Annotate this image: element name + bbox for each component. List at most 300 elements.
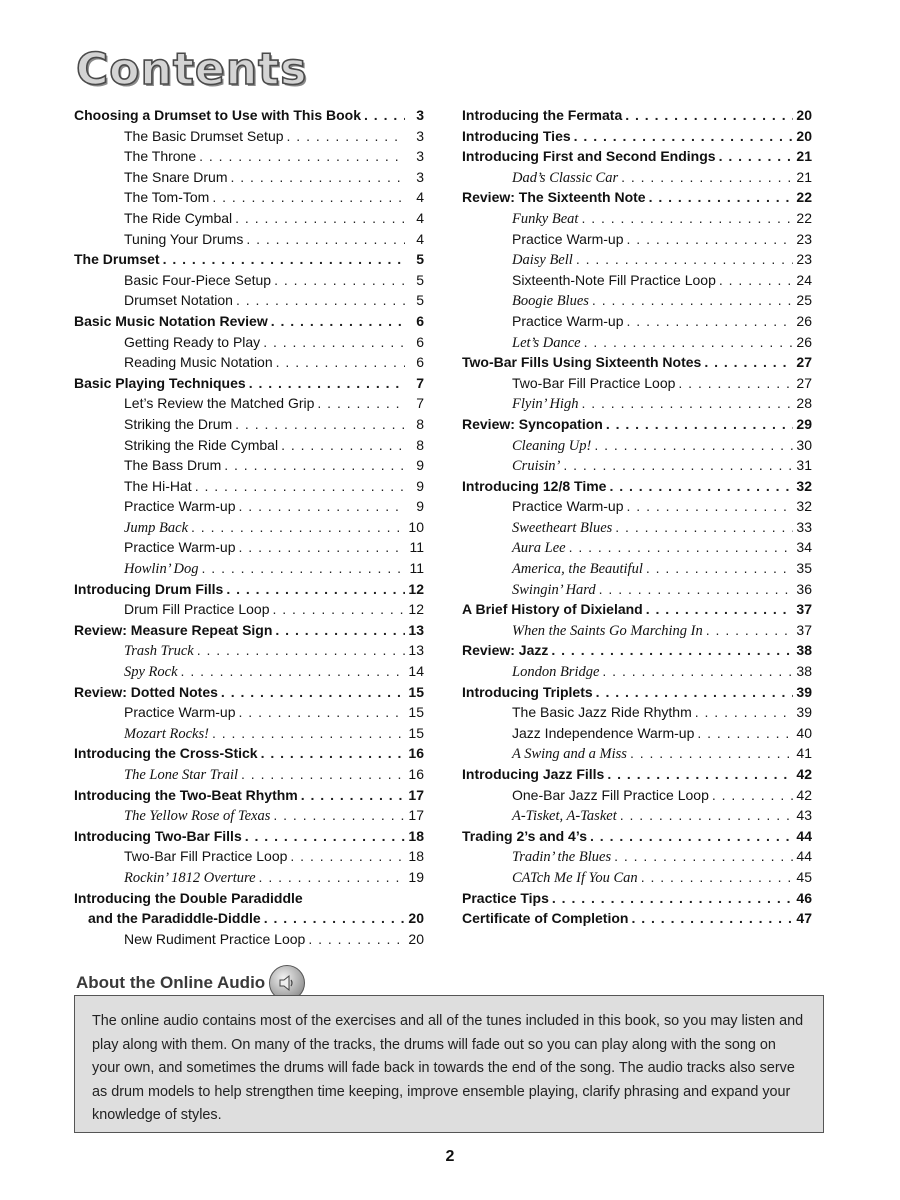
toc-entry-title: London Bridge [512,664,600,681]
toc-page-number: 4 [416,230,424,247]
toc-dot-leader [230,167,405,188]
toc-page-number: 36 [796,580,812,597]
toc-page-number: 41 [796,745,812,762]
toc-page-number: 42 [796,786,812,803]
toc-entry-title: Sweetheart Blues [512,519,613,536]
page-number: 2 [445,1148,455,1165]
toc-dot-leader [581,393,793,414]
toc-page-number: 20 [796,107,812,123]
toc-page-number: 9 [416,477,424,494]
toc-entry-title: Introducing Ties [462,127,571,144]
toc-entry-title: Practice Warm-up [512,312,624,329]
toc-subentry [462,373,812,394]
toc-subentry [74,640,424,661]
toc-dot-leader [364,105,405,126]
toc-subentry [462,393,812,414]
toc-page-number: 15 [408,704,424,721]
toc-dot-leader [630,743,793,764]
toc-page-number: 15 [408,724,424,741]
toc-subentry [74,187,424,208]
toc-entry-title: Introducing Triplets [462,683,593,700]
toc-page-number: 25 [796,292,812,309]
toc-dot-leader [274,270,405,291]
toc-entry-title: Howlin’ Dog [124,561,199,578]
toc-page-number: 10 [408,518,424,535]
toc-dot-leader [627,229,793,250]
toc-dot-leader [308,929,405,950]
toc-section-entry [74,579,424,600]
toc-dot-leader [163,249,405,270]
toc-entry-title: The Tom-Tom [124,189,210,206]
toc-subentry [462,455,812,476]
toc-entry-title: Boogie Blues [512,293,589,310]
toc-entry-title: Practice Warm-up [512,230,624,247]
toc-dot-leader [706,620,793,641]
toc-entry-title: Two-Bar Fill Practice Loop [512,374,676,391]
toc-entry-title: Spy Rock [124,664,178,681]
toc-entry-title: Review: Syncopation [462,415,603,432]
toc-dot-leader [602,661,793,682]
toc-page-number: 14 [408,663,424,680]
toc-entry-title: Let’s Dance [512,334,581,351]
toc-section-entry [462,126,812,147]
toc-entry-title: Choosing a Drumset to Use with This Book [74,107,362,123]
toc-entry-title: Introducing the Fermata [462,107,623,123]
toc-subentry [462,332,812,353]
toc-entry-title: Review: Dotted Notes [74,683,218,700]
toc-entry-title: The Drumset [74,251,160,268]
toc-subentry [462,846,812,867]
toc-dot-leader [281,435,405,456]
toc-entry-title: Review: Measure Repeat Sign [74,621,273,638]
toc-section-entry [74,311,424,332]
toc-page-number: 20 [408,930,424,947]
toc-entry-title: The Basic Jazz Ride Rhythm [512,704,692,721]
toc-entry-title: Trash Truck [124,643,194,660]
toc-section-entry [74,785,424,806]
toc-dot-leader [259,867,405,888]
toc-dot-leader [615,517,793,538]
toc-entry-title: Drum Fill Practice Loop [124,601,270,618]
toc-dot-leader [625,105,793,126]
toc-page-number: 11 [409,560,424,577]
toc-entry-title: Introducing 12/8 Time [462,477,607,494]
toc-dot-leader [301,785,405,806]
toc-subentry [74,702,424,723]
toc-page-number: 13 [408,621,424,638]
toc-entry-title: Cleaning Up! [512,437,592,454]
toc-page-number: 38 [796,642,812,659]
toc-entry-title: Practice Warm-up [124,704,236,721]
toc-section-entry [74,888,424,909]
toc-entry-title: Introducing Two-Bar Fills [74,827,242,844]
toc-entry-title: Tuning Your Drums [124,230,244,247]
toc-page-number: 22 [796,209,812,226]
toc-entry-title: Getting Ready to Play [124,333,261,350]
toc-subentry [74,496,424,517]
toc-section-entry [74,249,424,270]
toc-entry-title: Two-Bar Fill Practice Loop [124,848,288,865]
toc-page-number: 18 [408,848,424,865]
toc-subentry [462,249,812,270]
toc-page-number: 32 [796,498,812,515]
toc-section-entry [462,599,812,620]
toc-page-number: 33 [796,518,812,535]
toc-entry-title: The Basic Drumset Setup [124,127,284,144]
toc-section-entry [74,908,424,929]
toc-page-number: 39 [796,683,812,700]
toc-entry-title: Tradin’ the Blues [512,849,612,866]
toc-dot-leader [594,435,793,456]
toc-entry-title: Striking the Drum [124,415,233,432]
toc-subentry [74,435,424,456]
toc-subentry [462,537,812,558]
toc-subentry [462,867,812,888]
toc-dot-leader [212,723,405,744]
toc-page-number: 40 [796,724,812,741]
toc-entry-title: America, the Beautiful [512,561,643,578]
toc-dot-leader [712,785,793,806]
toc-subentry [74,229,424,250]
toc-subentry [462,311,812,332]
toc-dot-leader [273,805,405,826]
toc-page-number: 3 [416,127,424,144]
toc-page-number: 7 [416,374,424,391]
toc-subentry [462,517,812,538]
toc-entry-title: One-Bar Jazz Fill Practice Loop [512,786,709,803]
toc-dot-leader [678,373,793,394]
toc-page-number: 4 [416,209,424,226]
toc-section-entry [462,414,812,435]
toc-section-entry [74,373,424,394]
toc-dot-leader [599,579,793,600]
toc-section-entry [462,826,812,847]
toc-dot-leader [649,187,793,208]
toc-dot-leader [646,558,793,579]
toc-page-number: 39 [796,704,812,721]
toc-subentry [462,743,812,764]
toc-section-entry [74,105,424,126]
toc-entry-title: Review: The Sixteenth Note [462,189,646,206]
toc-dot-leader [273,599,406,620]
toc-subentry [74,167,424,188]
toc-entry-title: Practice Warm-up [124,498,236,515]
toc-dot-leader [191,517,405,538]
toc-entry-title: Basic Playing Techniques [74,374,246,391]
toc-dot-leader [245,826,405,847]
toc-page-number: 13 [408,642,424,659]
toc-subentry [462,290,812,311]
toc-entry-title: Reading Music Notation [124,354,273,371]
toc-entry-title: Practice Warm-up [124,539,236,556]
toc-dot-leader [241,764,405,785]
toc-subentry [462,435,812,456]
toc-subentry [74,476,424,497]
toc-section-entry [462,105,812,126]
toc-subentry [74,126,424,147]
about-audio-text: The online audio contains most of the exercises and all of the tunes included in this book, so you may listen and play along with them. On many of the tracks, the drums will fade out so you can play along with the song on your own, and sometimes the drums will fade back in towards the end of the song. The audio tracks also serve as drum models to help strengthen time keeping, improve ensemble playing, clarify phrasing and expand your knowledge of styles. [92,1013,804,1123]
toc-dot-leader [263,332,405,353]
toc-subentry [462,805,812,826]
toc-section-entry [74,826,424,847]
toc-page-number: 28 [796,395,812,412]
toc-entry-title: Mozart Rocks! [124,725,209,742]
toc-dot-leader [287,126,405,147]
about-audio-box [74,995,824,1133]
toc-page-number: 43 [796,807,812,824]
toc-page-number: 31 [796,457,812,474]
toc-dot-leader [199,146,405,167]
toc-dot-leader [261,743,405,764]
toc-page-number: 26 [796,333,812,350]
toc-page-number: 3 [416,148,424,165]
toc-page-number: 15 [408,683,424,700]
toc-subentry [74,764,424,785]
toc-page-number: 6 [416,312,424,329]
toc-page-number: 5 [416,251,424,268]
toc-dot-leader [581,208,793,229]
toc-dot-leader [596,682,793,703]
toc-subentry [74,805,424,826]
toc-entry-title: Introducing First and Second Endings [462,148,716,165]
toc-subentry [462,229,812,250]
toc-dot-leader [276,352,405,373]
toc-dot-leader [246,229,405,250]
toc-page-number: 23 [796,230,812,247]
toc-entry-title: Trading 2’s and 4’s [462,827,588,844]
toc-dot-leader [569,537,793,558]
toc-page-number: 47 [796,910,812,927]
toc-subentry [462,723,812,744]
toc-section-entry [74,620,424,641]
toc-entry-title: The Yellow Rose of Texas [124,808,271,825]
toc-dot-leader [551,640,793,661]
toc-subentry [74,723,424,744]
toc-section-entry [74,743,424,764]
toc-dot-leader [271,311,405,332]
toc-page-number: 6 [416,354,424,371]
toc-entry-title: New Rudiment Practice Loop [124,930,306,947]
toc-page-number: 5 [416,271,424,288]
toc-dot-leader [290,846,405,867]
toc-page-number: 46 [796,889,812,906]
toc-dot-leader [606,414,793,435]
toc-entry-title: Basic Four-Piece Setup [124,271,272,288]
toc-subentry [462,579,812,600]
toc-page-number: 16 [408,745,424,762]
toc-page-number: 30 [796,436,812,453]
toc-dot-leader [614,846,793,867]
toc-subentry [462,167,812,188]
toc-section-entry [462,888,812,909]
page-title: Contents [76,44,308,95]
toc-page-number: 45 [796,868,812,885]
toc-section-entry [462,764,812,785]
toc-entry-title: Introducing the Two-Beat Rhythm [74,786,298,803]
toc-dot-leader [236,290,405,311]
toc-dot-leader [317,393,405,414]
toc-entry-title: Introducing the Double Paradiddle [74,889,303,906]
toc-entry-title: Basic Music Notation Review [74,312,268,329]
toc-subentry [462,270,812,291]
toc-page-number: 24 [796,271,812,288]
toc-dot-leader [249,373,405,394]
toc-page-number: 9 [416,457,424,474]
toc-page-number: 5 [416,292,424,309]
toc-entry-title: Jump Back [124,519,189,536]
toc-page-number: 37 [796,621,812,638]
toc-section-entry [462,682,812,703]
toc-page-number: 17 [408,807,424,824]
toc-subentry [462,661,812,682]
toc-page-number: 27 [796,374,812,391]
toc-section-entry [462,640,812,661]
toc-entry-title: Flyin’ High [512,396,579,413]
toc-dot-leader [197,640,405,661]
about-audio-heading: About the Online Audio [76,973,266,992]
toc-page-number: 9 [416,498,424,515]
toc-entry-title: Cruisin’ [512,458,561,475]
toc-entry-title: Striking the Ride Cymbal [124,436,279,453]
toc-entry-title: Certificate of Completion [462,910,629,927]
toc-dot-leader [212,187,405,208]
toc-left-column [74,105,424,949]
toc-subentry [74,352,424,373]
toc-section-entry [462,187,812,208]
toc-page-number: 6 [416,333,424,350]
toc-entry-title: CATch Me If You Can [512,869,638,886]
toc-entry-title: A Brief History of Dixieland [462,601,643,618]
toc-subentry [462,620,812,641]
toc-section-entry [462,908,812,929]
toc-entry-title: Review: Jazz [462,642,549,659]
toc-entry-title: Jazz Independence Warm-up [512,724,695,741]
toc-dot-leader [584,332,793,353]
toc-page-number: 7 [416,395,424,412]
toc-entry-title: Practice Tips [462,889,549,906]
toc-dot-leader [627,496,793,517]
toc-page-number: 11 [409,539,424,556]
toc-dot-leader [552,888,793,909]
toc-entry-title: Rockin’ 1812 Overture [124,869,256,886]
toc-dot-leader [719,146,793,167]
toc-page-number: 12 [408,601,424,618]
toc-page-number: 20 [796,127,812,144]
toc-entry-title: Swingin’ Hard [512,581,596,598]
toc-entry-title: Two-Bar Fills Using Sixteenth Notes [462,354,702,371]
toc-dot-leader [607,764,793,785]
toc-dot-leader [646,599,793,620]
toc-entry-title: Aura Lee [512,540,566,557]
toc-entry-title: and the Paradiddle-Diddle [88,910,261,927]
toc-entry-title: Let’s Review the Matched Grip [124,395,315,412]
toc-subentry [74,146,424,167]
toc-dot-leader [195,476,405,497]
toc-page-number: 23 [796,251,812,268]
toc-entry-title: The Ride Cymbal [124,209,233,226]
toc-entry-title: Daisy Bell [512,252,573,269]
toc-dot-leader [631,908,793,929]
toc-subentry [462,558,812,579]
toc-subentry [74,332,424,353]
toc-page-number: 42 [796,766,812,782]
toc-page-number: 3 [416,107,424,123]
toc-dot-leader [620,805,793,826]
toc-entry-title: Sixteenth-Note Fill Practice Loop [512,271,716,288]
toc-page-number: 20 [408,910,424,927]
toc-page-number: 8 [416,436,424,453]
toc-subentry [74,270,424,291]
toc-dot-leader [719,270,793,291]
toc-subentry [74,517,424,538]
toc-entry-title: Practice Warm-up [512,498,624,515]
toc-page-number: 17 [408,786,424,803]
toc-page-number: 3 [416,168,424,185]
toc-subentry [462,785,812,806]
toc-subentry [74,846,424,867]
toc-dot-leader [697,723,793,744]
toc-page-number: 21 [796,168,812,185]
toc-dot-leader [224,455,405,476]
toc-page-number: 19 [408,868,424,885]
toc-dot-leader [264,908,405,929]
toc-subentry [74,661,424,682]
toc-dot-leader [621,167,793,188]
toc-subentry [74,455,424,476]
toc-page-number: 16 [408,766,424,782]
toc-entry-title: Dad’s Classic Car [512,169,619,186]
toc-dot-leader [627,311,793,332]
toc-subentry [74,208,424,229]
toc-dot-leader [704,352,793,373]
toc-page-number: 26 [796,312,812,329]
toc-subentry [74,414,424,435]
toc-entry-title: The Lone Star Trail [124,767,239,783]
toc-dot-leader [695,702,793,723]
toc-dot-leader [576,249,793,270]
toc-subentry [74,537,424,558]
toc-page-number: 22 [796,189,812,206]
toc-dot-leader [239,702,405,723]
toc-dot-leader [181,661,405,682]
toc-entry-title: A Swing and a Miss [512,746,627,763]
toc-subentry [74,867,424,888]
toc-dot-leader [574,126,793,147]
toc-section-entry [462,476,812,497]
toc-dot-leader [202,558,405,579]
toc-page-number: 35 [796,560,812,577]
toc-page-number: 21 [796,148,812,165]
toc-dot-leader [609,476,793,497]
toc-page-number: 38 [796,663,812,680]
toc-subentry [74,599,424,620]
toc-dot-leader [226,579,405,600]
toc-subentry [74,558,424,579]
toc-page-number: 44 [796,827,812,844]
toc-entry-title: The Hi-Hat [124,477,192,494]
toc-right-column [462,105,812,929]
toc-page-number: 18 [408,827,424,844]
toc-dot-leader [235,414,405,435]
toc-subentry [462,496,812,517]
toc-entry-title: Funky Beat [512,210,579,227]
toc-page-number: 29 [796,415,812,432]
toc-dot-leader [592,290,793,311]
toc-subentry [74,393,424,414]
toc-entry-title: The Bass Drum [124,457,222,474]
toc-page-number: 44 [796,848,812,865]
toc-page-number: 32 [796,477,812,494]
